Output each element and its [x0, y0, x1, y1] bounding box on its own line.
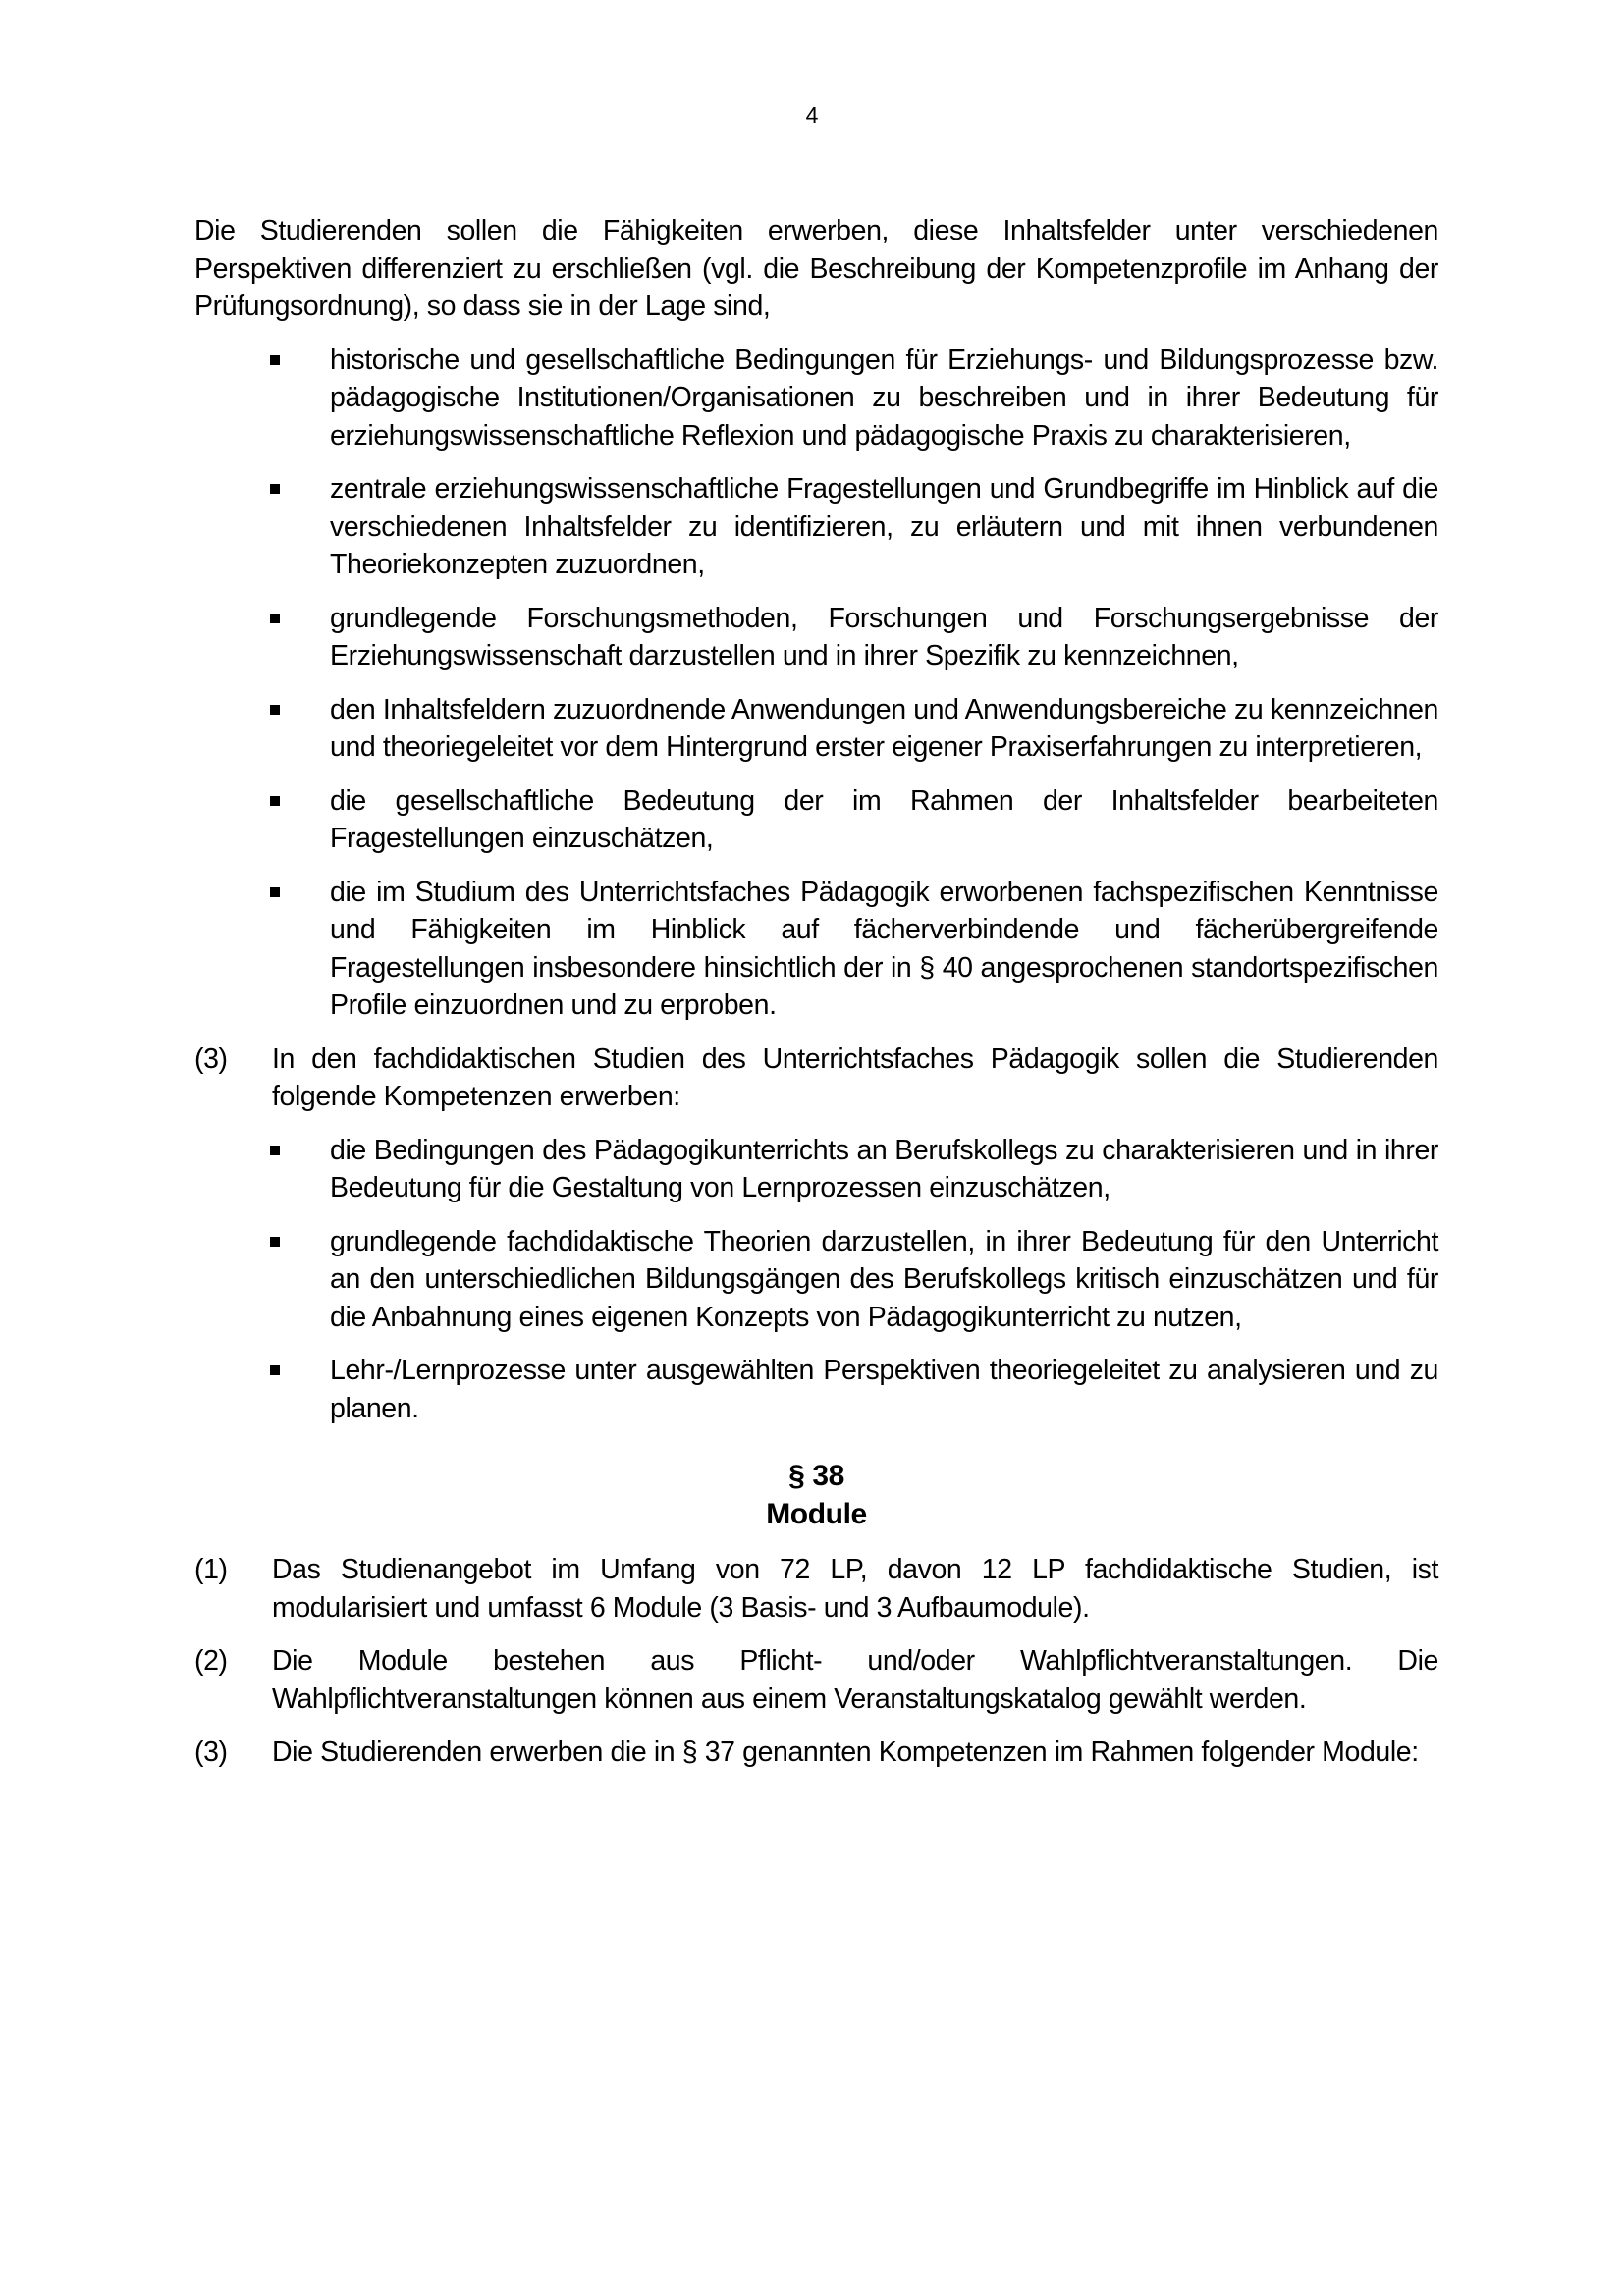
- paragraph-number: (3): [194, 1042, 228, 1075]
- list-item: [330, 1132, 1438, 1207]
- list-item: [330, 874, 1438, 1025]
- paragraph-number: (3): [194, 1736, 228, 1768]
- page-content: [194, 212, 1438, 1788]
- list-item: [330, 342, 1438, 455]
- list-item-text: die im Studium des Unterrichtsfaches Pädagogik erworbenen fachspezifischen Kenntnisse und Fähigkeiten im Hinblick auf fächerverbindende und fächerübergreifende Fragestellungen insbesondere hinsichtlich der in § 40 angesprochenen standortspezifischen Profile einzuordnen und zu erproben.: [330, 876, 1438, 1021]
- square-bullet-icon: [270, 1237, 280, 1247]
- list-item: [330, 691, 1438, 767]
- list-item-text: die Bedingungen des Pädagogikunterrichts an Berufskollegs zu charakterisieren und in ihrer Bedeutung für die Gestaltung von Lernprozessen einzuschätzen,: [330, 1134, 1438, 1203]
- section-heading: [194, 1457, 1438, 1533]
- module-paragraph-2: [194, 1642, 1438, 1718]
- intro-paragraph: Die Studierenden sollen die Fähigkeiten erwerben, diese Inhaltsfelder unter verschiedenen Perspektiven differenziert zu erschließen (vgl. die Beschreibung der Kompetenzprofile im Anhang der Prüfungsordnung), so dass sie in der Lage sind,: [194, 215, 1438, 322]
- paragraph-text: Die Studierenden erwerben die in § 37 genannten Kompetenzen im Rahmen folgender Module:: [272, 1736, 1419, 1768]
- square-bullet-icon: [270, 796, 280, 806]
- competence-list-b: [194, 1132, 1438, 1428]
- list-item-text: Lehr-/Lernprozesse unter ausgewählten Perspektiven theoriegeleitet zu analysieren und zu planen.: [330, 1355, 1438, 1424]
- list-item-text: grundlegende fachdidaktische Theorien darzustellen, in ihrer Bedeutung für den Unterricht an den unterschiedlichen Bildungsgängen des Berufskollegs kritisch einzuschätzen und für die Anbahnung eines eigenen Konzepts von Pädagogikunterricht zu nutzen,: [330, 1225, 1438, 1333]
- list-item-text: historische und gesellschaftliche Bedingungen für Erziehungs- und Bildungsprozesse bzw. pädagogische Institutionen/Organisationen zu beschreiben und in ihrer Bedeutung für erziehungswissenschaftliche Reflexion und pädagogische Praxis zu charakterisieren,: [330, 344, 1438, 452]
- section-number: § 38: [788, 1460, 844, 1492]
- module-paragraph-3: [194, 1734, 1438, 1772]
- list-item: [330, 470, 1438, 584]
- numbered-paragraph-3: [194, 1041, 1438, 1116]
- page-number: 4: [805, 102, 819, 128]
- list-item: [330, 600, 1438, 675]
- square-bullet-icon: [270, 484, 280, 494]
- square-bullet-icon: [270, 1365, 280, 1375]
- section-title: Module: [766, 1498, 867, 1530]
- list-item-text: die gesellschaftliche Bedeutung der im Rahmen der Inhaltsfelder bearbeiteten Fragestellungen einzuschätzen,: [330, 784, 1438, 854]
- paragraph-number: (1): [194, 1554, 228, 1585]
- list-item-text: zentrale erziehungswissenschaftliche Fragestellungen und Grundbegriffe im Hinblick auf die verschiedenen Inhaltsfelder zu identifizieren, zu erläutern und mit ihnen verbundenen Theoriekonzepten zuzuordnen,: [330, 473, 1438, 580]
- list-item-text: den Inhaltsfeldern zuzuordnende Anwendungen und Anwendungsbereiche zu kennzeichnen und theoriegeleitet vor dem Hintergrund erster eigener Praxiserfahrungen zu interpretieren,: [330, 693, 1438, 763]
- square-bullet-icon: [270, 614, 280, 623]
- module-paragraph-1: [194, 1551, 1438, 1627]
- paragraph-text: Die Module bestehen aus Pflicht- und/oder Wahlpflichtveranstaltungen. Die Wahlpflichtveranstaltungen können aus einem Veranstaltungskatalog gewählt werden.: [272, 1645, 1438, 1715]
- square-bullet-icon: [270, 1146, 280, 1155]
- square-bullet-icon: [270, 355, 280, 365]
- paragraph-number: (2): [194, 1645, 228, 1677]
- list-item: [330, 782, 1438, 858]
- paragraph-text: Das Studienangebot im Umfang von 72 LP, davon 12 LP fachdidaktische Studien, ist modularisiert und umfasst 6 Module (3 Basis- und 3 Aufbaumodule).: [272, 1554, 1438, 1624]
- square-bullet-icon: [270, 887, 280, 897]
- competence-list-a: [194, 342, 1438, 1025]
- list-item: [330, 1352, 1438, 1427]
- list-item: [330, 1223, 1438, 1337]
- paragraph-text: In den fachdidaktischen Studien des Unterrichtsfaches Pädagogik sollen die Studierenden folgende Kompetenzen erwerben:: [272, 1042, 1438, 1112]
- square-bullet-icon: [270, 705, 280, 715]
- list-item-text: grundlegende Forschungsmethoden, Forschungen und Forschungsergebnisse der Erziehungswissenschaft darzustellen und in ihrer Spezifik zu kennzeichnen,: [330, 602, 1438, 671]
